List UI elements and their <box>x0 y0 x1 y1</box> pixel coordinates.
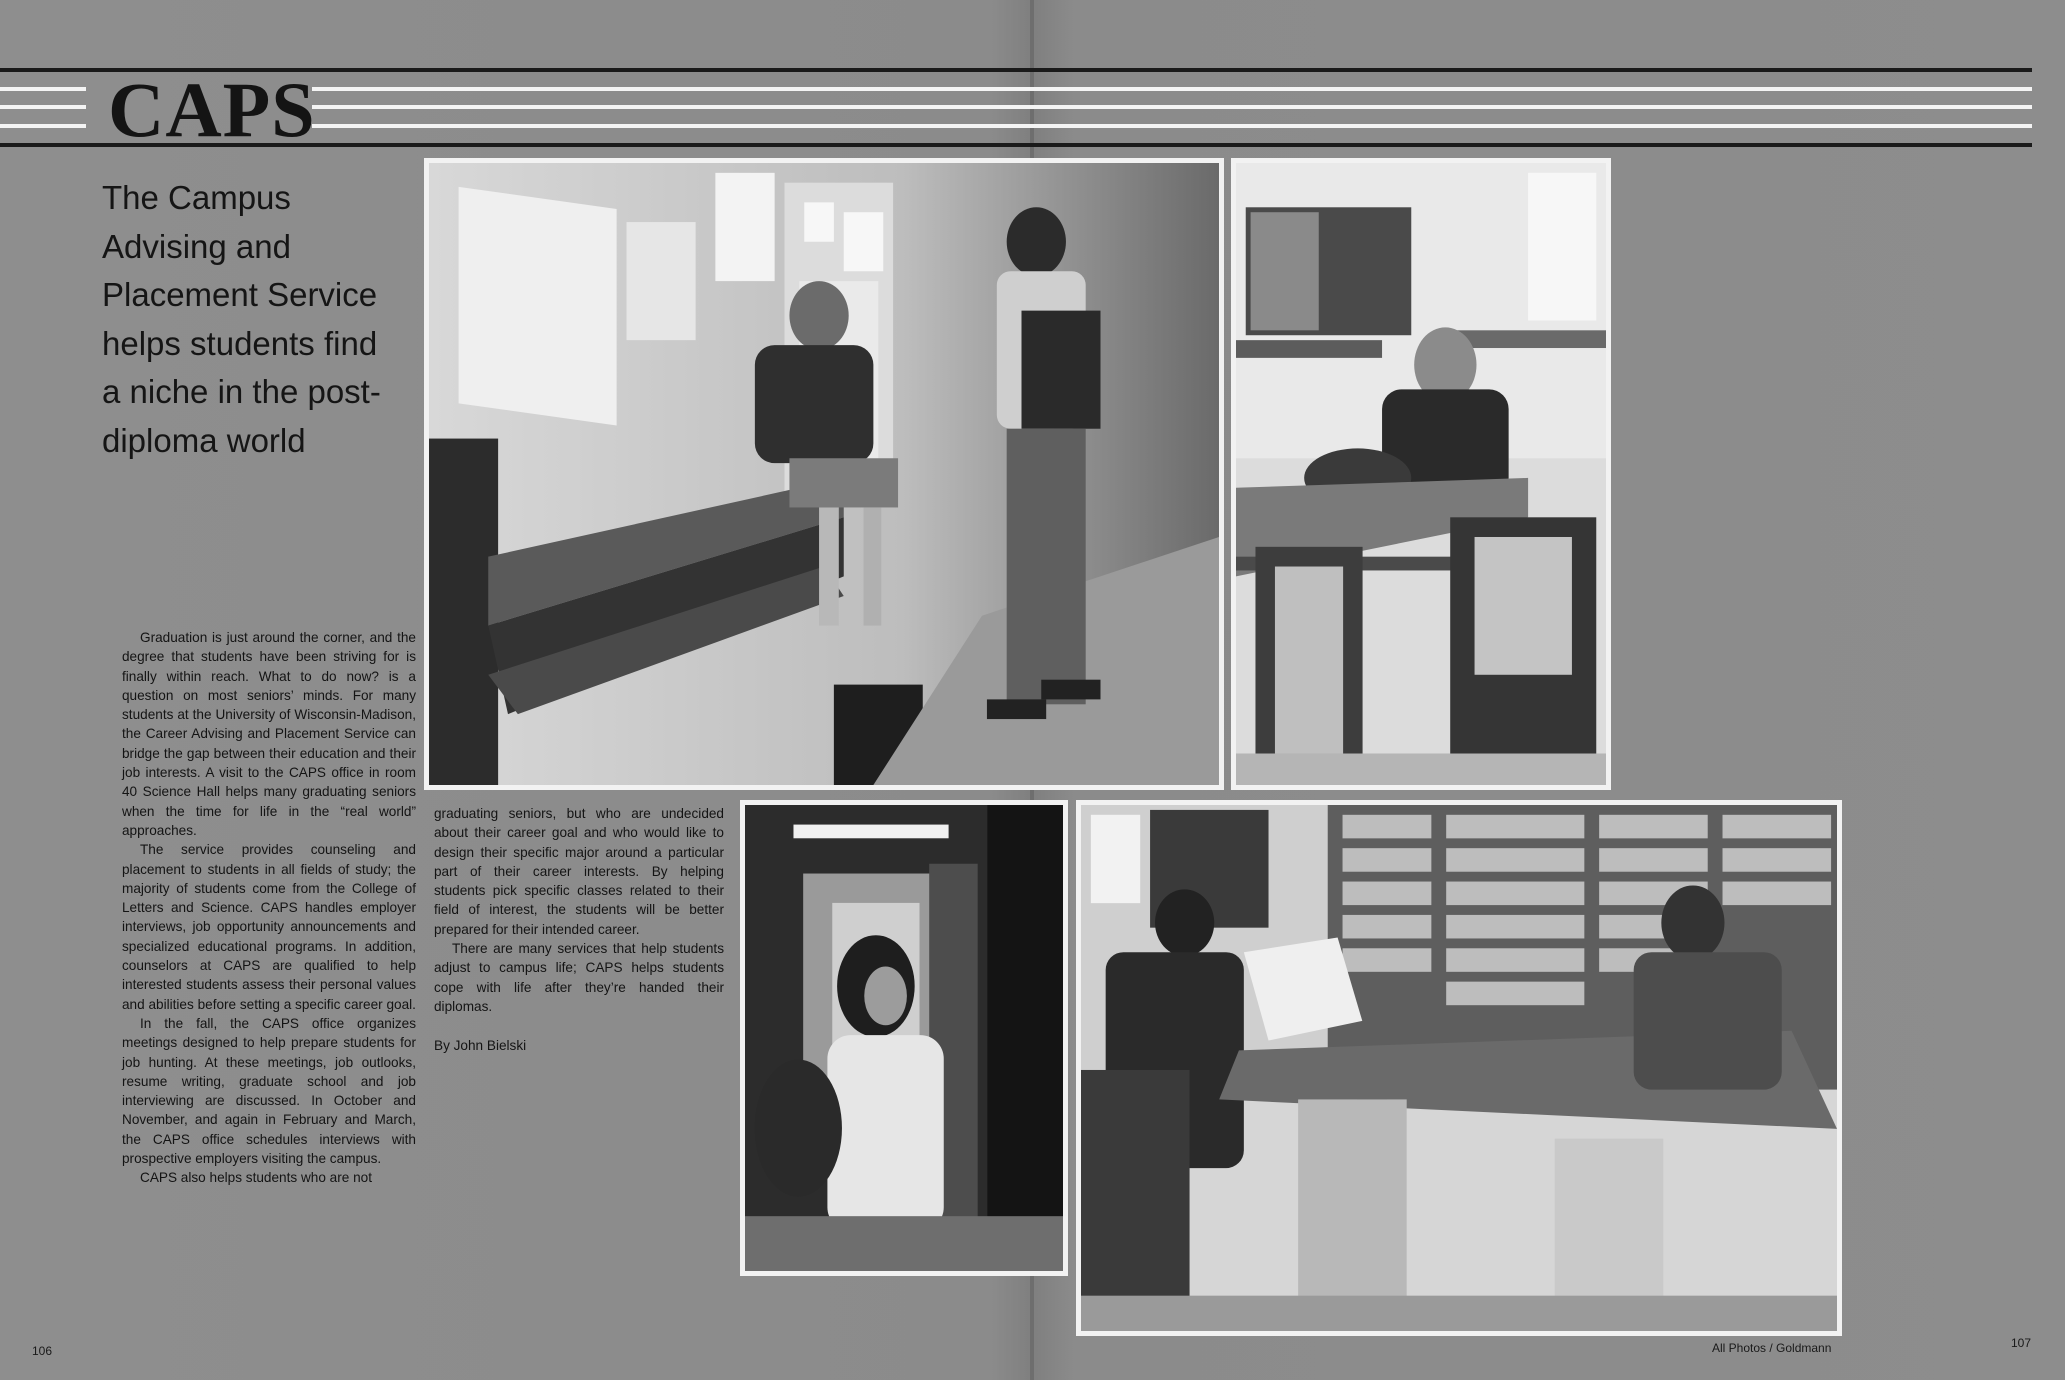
article-paragraph: The service provides counseling and placement to students in all fields of study; the majority of students come from the College of Letters and Science. CAPS handles employer interviews, job opportunity announcements and specialized educational programs. In addition, counselors at CAPS are qualified to help interested students assess their personal values and abilities before setting a specific career goal. <box>122 842 416 1012</box>
photo-credit: All Photos / Goldmann <box>1712 1341 1832 1355</box>
header-rule-right-1 <box>312 87 2032 91</box>
page-number-left: 106 <box>32 1344 53 1358</box>
header-rule-right-3 <box>312 124 2032 128</box>
header-rule-left-3 <box>0 124 86 128</box>
article-paragraph: In the fall, the CAPS office organizes meetings designed to help prepare students for job hunting. At these meetings, job outlooks, resume writing, graduate school and job interviewing are discussed. In October and November, and again in February and March, the CAPS office schedules interviews with prospective employers visiting the campus. <box>122 1015 416 1167</box>
article-paragraph: CAPS also helps students who are not <box>140 1170 372 1186</box>
placement-library-photo <box>1076 800 1842 1336</box>
reading-room-student-photo <box>1231 158 1611 790</box>
header-rule-left-1 <box>0 87 86 91</box>
page-number-right: 107 <box>2011 1336 2032 1350</box>
byline: By John Bielski <box>434 1038 527 1054</box>
article-column-1 <box>122 628 416 1188</box>
header-rule-right-2 <box>312 105 2032 109</box>
article-column-2 <box>434 804 724 1056</box>
article-paragraph: graduating seniors, but who are undecided about their career goal and who would like to design their specific major around a particular part of their career interests. By helping students pick specific classes related to their field of interest, the students will be better prepared for their intended career. <box>434 806 724 937</box>
article-paragraph: Graduation is just around the corner, and the degree that students have been striving for is finally within reach. What to do now? is a question on most seniors’ minds. For many students at the University of Wisconsin-Madison, the Career Advising and Placement Service can bridge the gap between their education and their job interests. A visit to the CAPS office in room 40 Science Hall helps many graduating seniors when the time for life in the “real world” approaches. <box>122 630 416 838</box>
bulletin-board-hallway-photo <box>424 158 1224 790</box>
hallway-student-photo <box>740 800 1068 1276</box>
article-paragraph: There are many services that help students adjust to campus life; CAPS helps students cope with life after they’re handed their diplomas. <box>434 941 724 1014</box>
section-title: CAPS <box>108 66 316 153</box>
article-headline: The Campus Advising and Placement Service helps students find a niche in the post-diploma world <box>102 179 381 459</box>
header-rule-left-2 <box>0 105 86 109</box>
